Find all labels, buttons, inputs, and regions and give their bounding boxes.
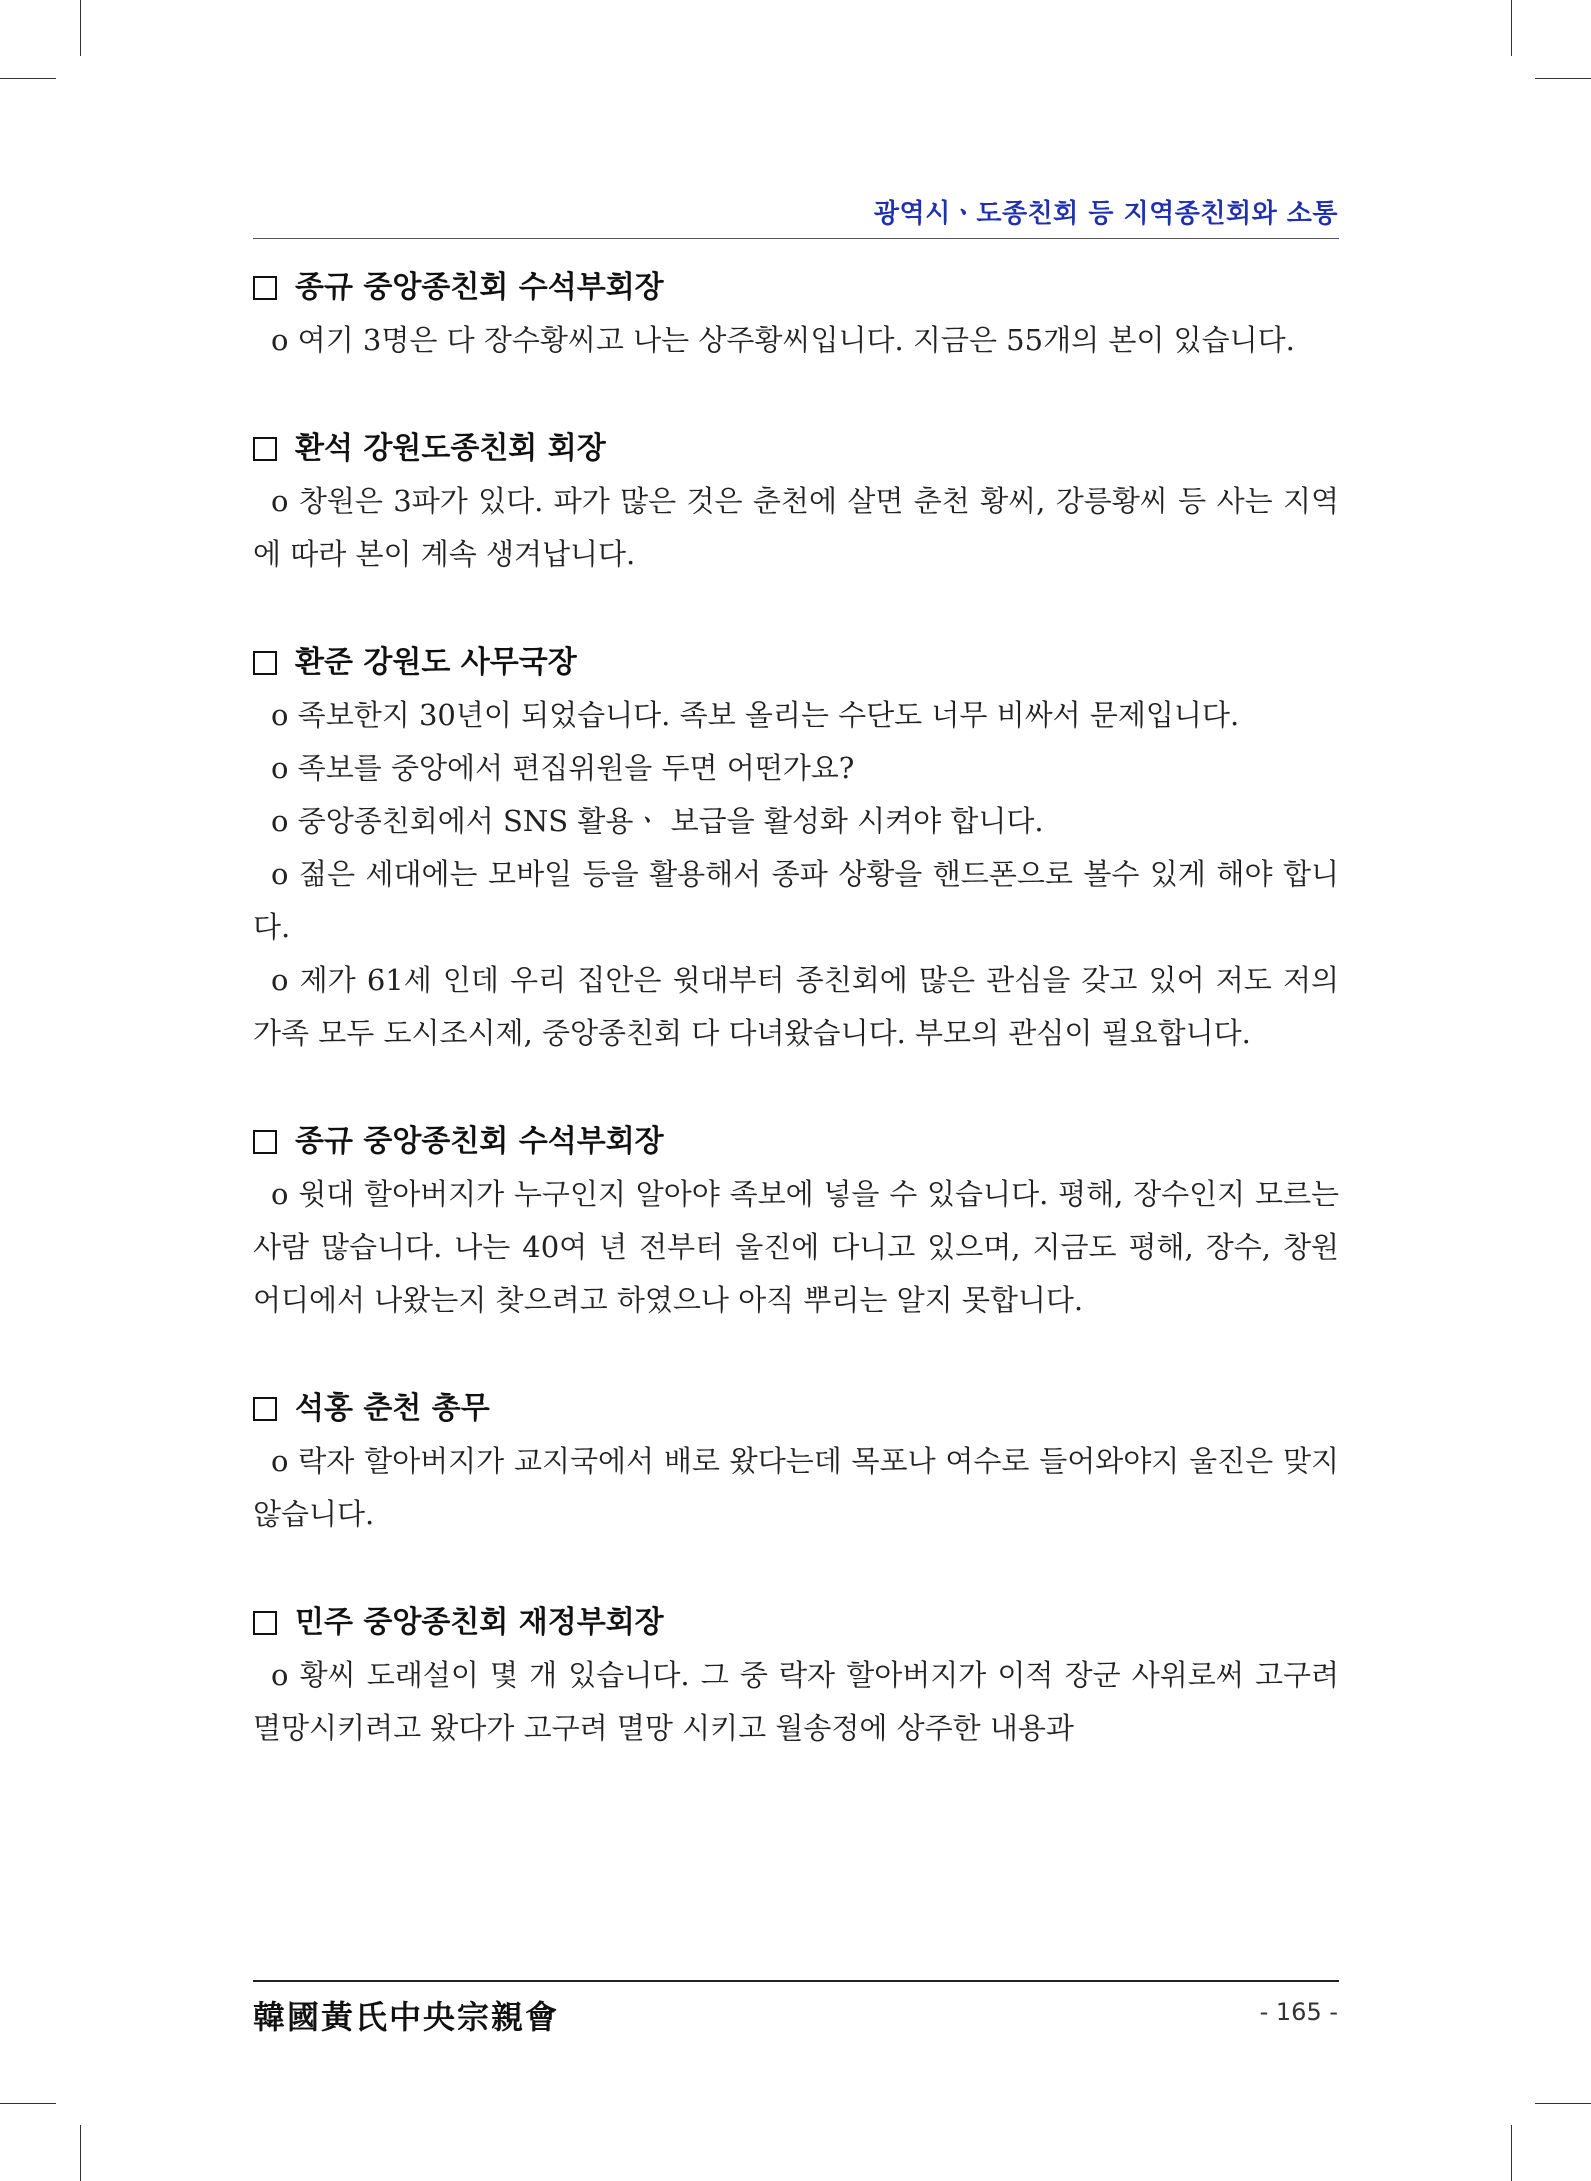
checkbox-square-icon [253,651,277,675]
section-6 [253,1597,1339,1755]
crop-mark [0,2103,56,2104]
checkbox-square-icon [253,1130,277,1154]
section-heading [253,1383,1339,1435]
heading-text: 환준 강원도 사무국장 [295,645,577,680]
crop-mark [0,78,56,79]
section-heading [253,262,1339,314]
footer-divider [253,1980,1339,1982]
section-heading [253,1597,1339,1649]
heading-text: 환석 강원도종친회 회장 [295,431,606,466]
heading-text: 종규 중앙종친회 수석부회장 [295,270,664,305]
paragraph: o 족보를 중앙에서 편집위원을 두면 어떤가요? [271,751,855,785]
crop-mark [80,0,81,56]
paragraph: o 족보한지 30년이 되었습니다. 족보 올리는 수단도 너무 비싸서 문제입니다. [271,698,1240,732]
crop-mark [1511,0,1512,56]
checkbox-square-icon [253,437,277,461]
crop-mark [80,2125,81,2181]
crop-mark [1511,2125,1512,2181]
section-1 [253,262,1339,367]
checkbox-square-icon [253,1611,277,1635]
paragraph: o 젊은 세대에는 모바일 등을 활용해서 종파 상황을 핸드폰으로 볼수 있게 해야 합니다. [253,857,1339,944]
paragraph: o 윗대 할아버지가 누구인지 알아야 족보에 넣을 수 있습니다. 평해, 장수인지 모르는 사람 많습니다. 나는 40여 년 전부터 울진에 다니고 있으며, 지금도 평해, 장수, 창원 어디에서 나왔는지 찾으려고 하였으나 아직 뿌리는 알지 못합니다. [253,1177,1339,1317]
section-heading [253,1116,1339,1168]
running-header: 광역시ㆍ도종친회 등 지역종친회와 소통 [873,199,1338,229]
header-divider [253,238,1339,239]
section-heading [253,423,1339,475]
checkbox-square-icon [253,276,277,300]
section-heading [253,637,1339,689]
crop-mark [1535,2103,1591,2104]
page-number: - 165 - [1259,1998,1338,2026]
paragraph: o 황씨 도래설이 몇 개 있습니다. 그 중 락자 할아버지가 이적 장군 사위로써 고구려 멸망시키려고 왔다가 고구려 멸망 시키고 월송정에 상주한 내용과 [253,1658,1339,1745]
crop-mark [1535,78,1591,79]
paragraph: o 창원은 3파가 있다. 파가 많은 것은 춘천에 살면 춘천 황씨, 강릉황씨 등 사는 지역에 따라 본이 계속 생겨납니다. [253,484,1339,571]
organization-logo: 韓國黃氏中央宗親會 [253,1998,560,2036]
checkbox-square-icon [253,1397,277,1421]
heading-text: 종규 중앙종친회 수석부회장 [295,1124,664,1159]
paragraph: o 제가 61세 인데 우리 집안은 윗대부터 종친회에 많은 관심을 갖고 있어 저도 저의 가족 모두 도시조시제, 중앙종친회 다 다녀왔습니다. 부모의 관심이 필요합니다. [253,963,1339,1050]
paragraph: o 여기 3명은 다 장수황씨고 나는 상주황씨입니다. 지금은 55개의 본이 있습니다. [271,323,1295,357]
paragraph: o 중앙종친회에서 SNS 활용ㆍ 보급을 활성화 시켜야 합니다. [271,804,1044,838]
section-2 [253,423,1339,581]
heading-text: 민주 중앙종친회 재정부회장 [295,1605,664,1640]
paragraph: o 락자 할아버지가 교지국에서 배로 왔다는데 목포나 여수로 들어와야지 울진은 맞지 않습니다. [253,1444,1339,1531]
section-4 [253,1116,1339,1327]
section-3 [253,637,1339,1060]
section-5 [253,1383,1339,1541]
page-content [253,262,1339,1811]
heading-text: 석홍 춘천 총무 [295,1391,490,1426]
